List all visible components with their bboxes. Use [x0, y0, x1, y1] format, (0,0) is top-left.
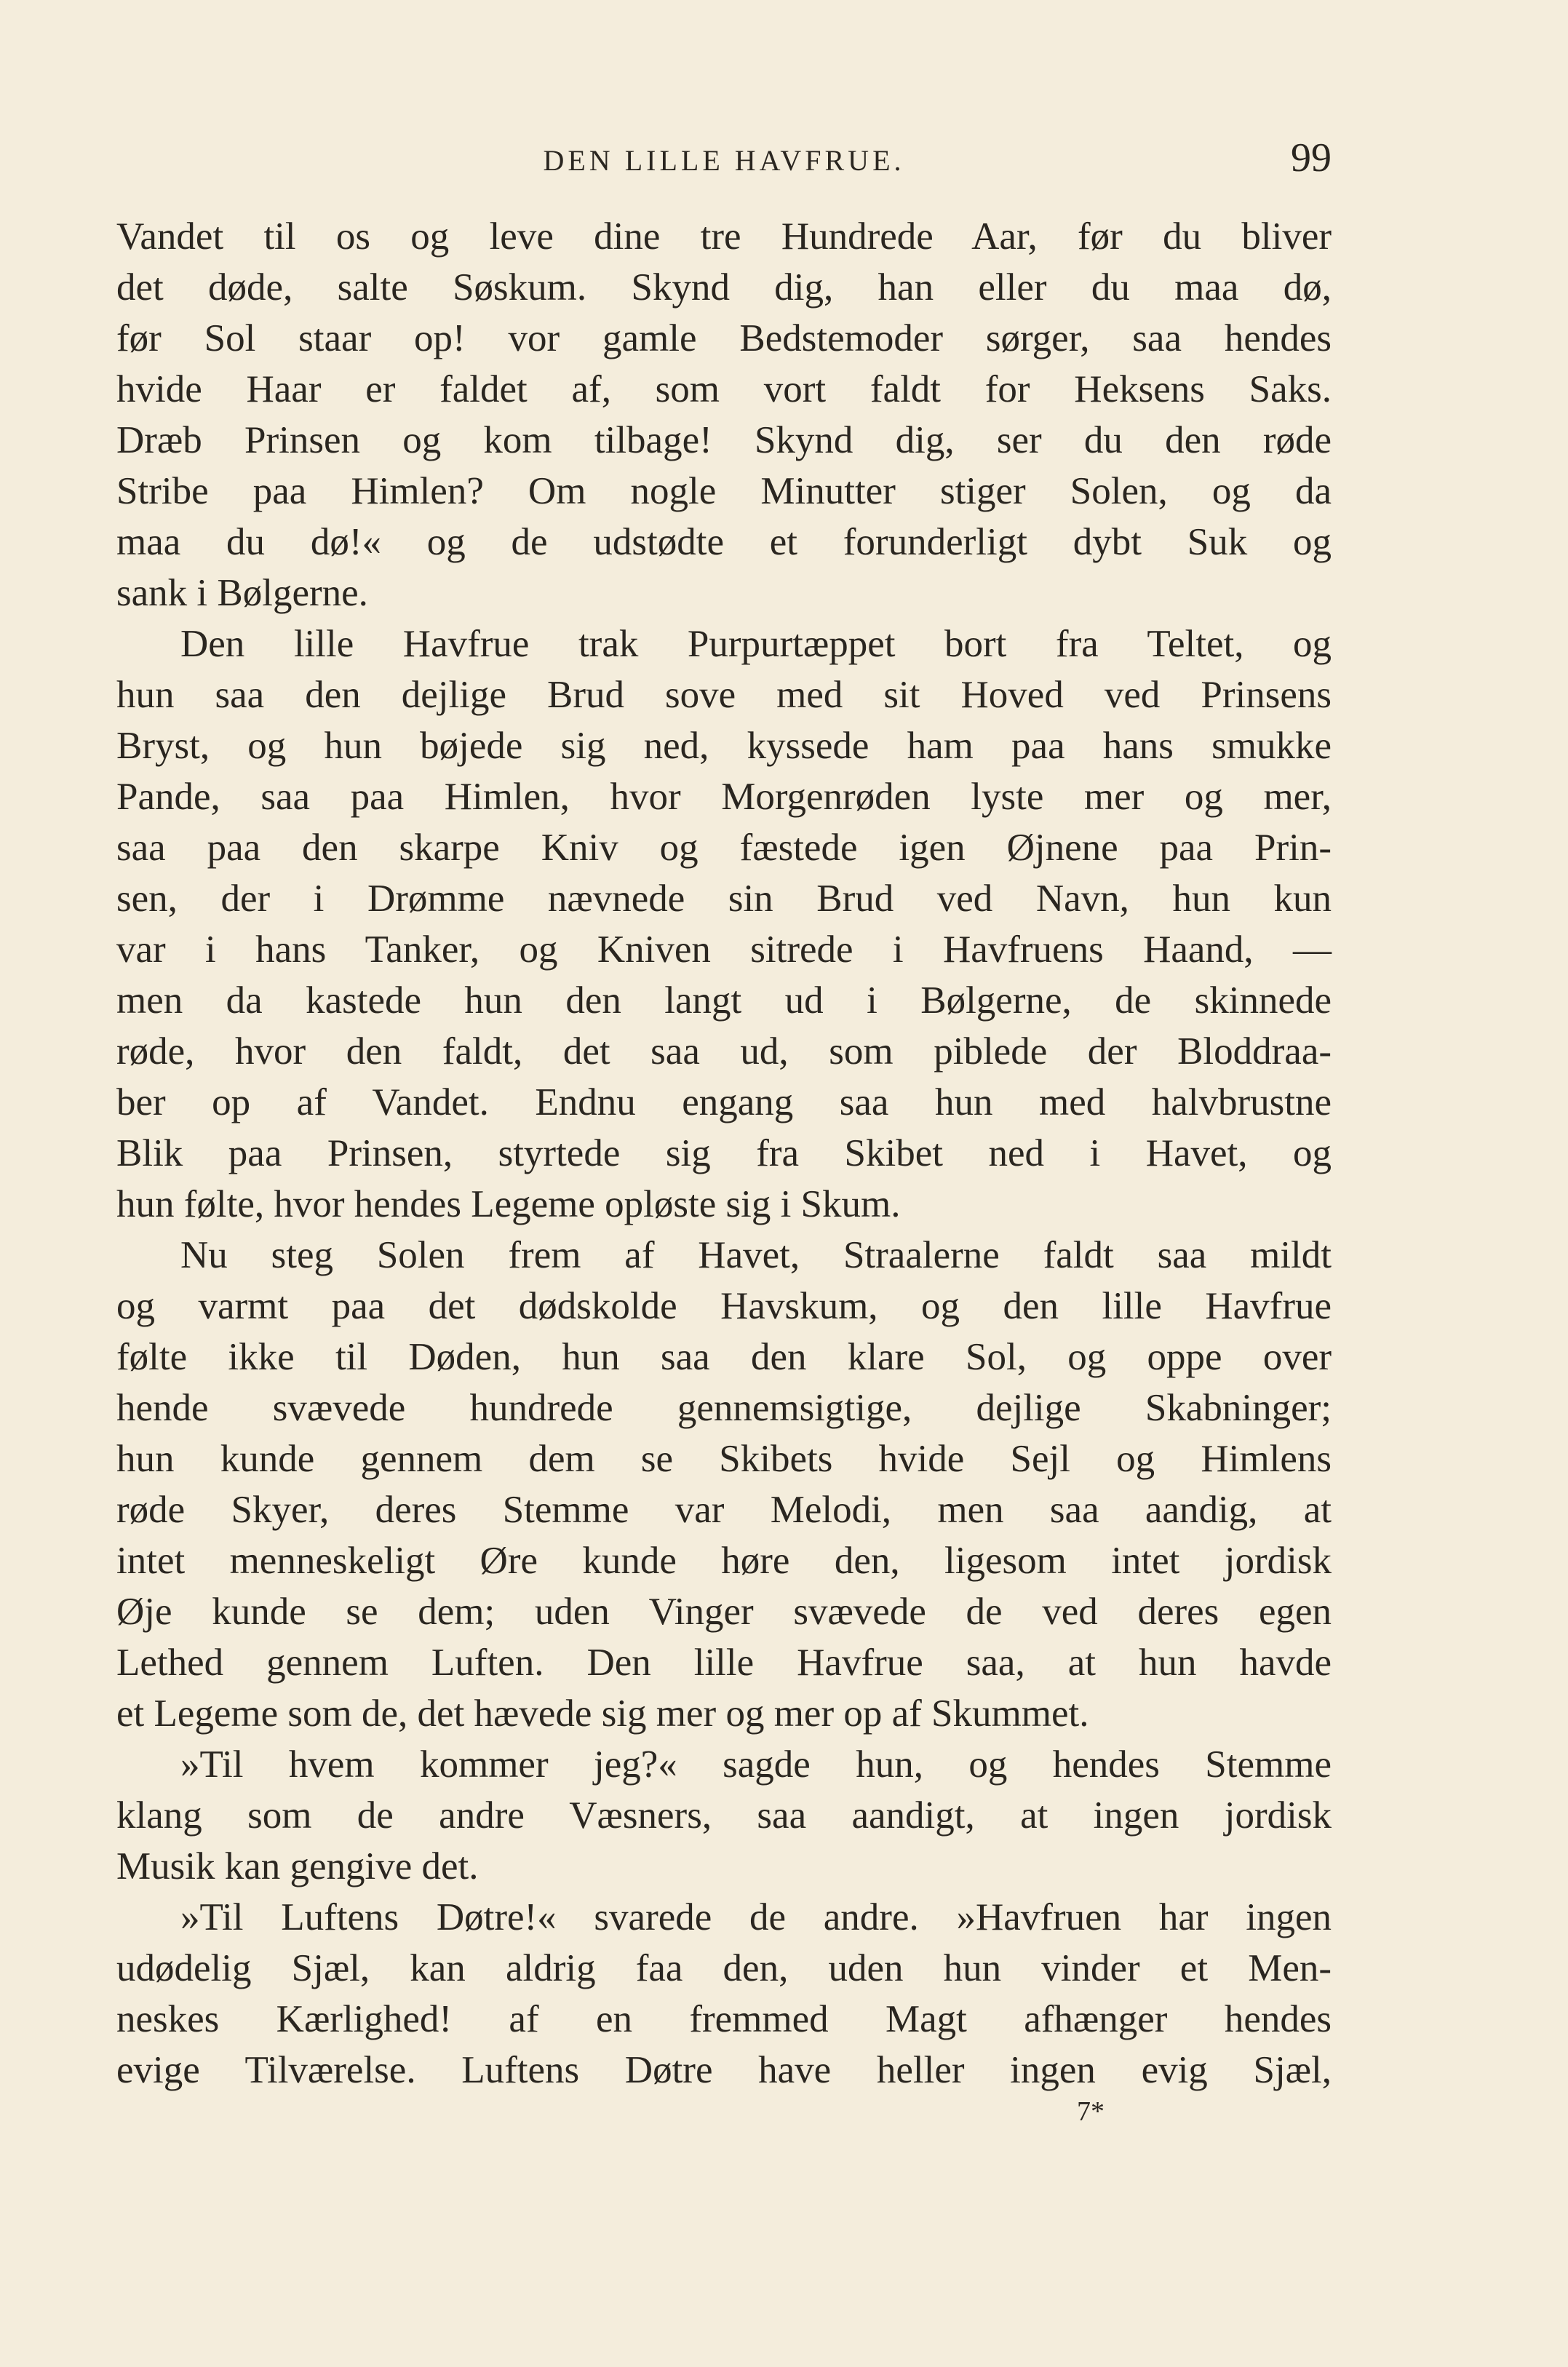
text-line: Dræb Prinsen og kom tilbage! Skynd dig, ser du den røde [116, 419, 1332, 461]
text-line: neskes Kærlighed! af en fremmed Magt afhænger hendes [116, 1998, 1332, 2040]
page-number: 99 [1291, 135, 1332, 180]
text-line: sank i Bølgerne. [116, 572, 368, 614]
text-line: før Sol staar op! vor gamle Bedstemoder sørger, saa hendes [116, 317, 1332, 359]
text-line: hun kunde gennem dem se Skibets hvide Sejl og Himlens [116, 1438, 1332, 1480]
text-line: Pande, saa paa Himlen, hvor Morgenrøden lyste mer og mer, [116, 776, 1332, 818]
text-line: sen, der i Drømme nævnede sin Brud ved Navn, hun kun [116, 878, 1332, 920]
signature-mark: 7* [1077, 2096, 1105, 2127]
text-line: Vandet til os og leve dine tre Hundrede Aar, før du bliver [116, 215, 1332, 258]
text-line: røde Skyer, deres Stemme var Melodi, men saa aandig, at [116, 1489, 1332, 1531]
text-line: var i hans Tanker, og Kniven sitrede i Havfruens Haand, — [116, 928, 1332, 971]
text-line: røde, hvor den faldt, det saa ud, som piblede der Bloddraa- [116, 1030, 1332, 1073]
text-line: hun saa den dejlige Brud sove med sit Hoved ved Prinsens [116, 674, 1332, 716]
body-text [116, 211, 1332, 2096]
text-line: Øje kunde se dem; uden Vinger svævede de ved deres egen [116, 1591, 1332, 1633]
text-line: hun følte, hvor hendes Legeme opløste sig i Skum. [116, 1183, 901, 1225]
text-line: Musik kan gengive det. [116, 1845, 479, 1887]
text-line: maa du dø!« og de udstødte et forunderligt dybt Suk og [116, 521, 1332, 563]
text-line: et Legeme som de, det hævede sig mer og mer op af Skummet. [116, 1692, 1089, 1735]
running-title: DEN LILLE HAVFRUE. [543, 144, 905, 177]
text-line: udødelig Sjæl, kan aldrig faa den, uden hun vinder et Men- [116, 1947, 1332, 1989]
text-line: saa paa den skarpe Kniv og fæstede igen Øjnene paa Prin- [116, 827, 1332, 869]
text-line: og varmt paa det dødskolde Havskum, og den lille Havfrue [116, 1285, 1332, 1327]
text-line: det døde, salte Søskum. Skynd dig, han eller du maa dø, [116, 266, 1332, 309]
text-line: klang som de andre Væsners, saa aandigt, at ingen jordisk [116, 1794, 1332, 1837]
text-line: evige Tilværelse. Luftens Døtre have heller ingen evig Sjæl, [116, 2049, 1332, 2091]
text-line: hende svævede hundrede gennemsigtige, dejlige Skabninger; [116, 1387, 1332, 1429]
text-line: Den lille Havfrue trak Purpurtæppet bort fra Teltet, og [180, 623, 1332, 665]
text-line: Blik paa Prinsen, styrtede sig fra Skibet ned i Havet, og [116, 1132, 1332, 1174]
text-line: Nu steg Solen frem af Havet, Straalerne faldt saa mildt [180, 1234, 1332, 1276]
text-line: intet menneskeligt Øre kunde høre den, ligesom intet jordisk [116, 1540, 1332, 1582]
running-head [116, 135, 1332, 186]
text-line: Lethed gennem Luften. Den lille Havfrue saa, at hun havde [116, 1642, 1332, 1684]
text-line: men da kastede hun den langt ud i Bølgerne, de skinnede [116, 979, 1332, 1022]
text-line: »Til Luftens Døtre!« svarede de andre. »Havfruen har ingen [180, 1896, 1332, 1938]
text-line: Stribe paa Himlen? Om nogle Minutter stiger Solen, og da [116, 470, 1332, 512]
text-line: ber op af Vandet. Endnu engang saa hun med halvbrustne [116, 1081, 1332, 1123]
text-line: følte ikke til Døden, hun saa den klare Sol, og oppe over [116, 1336, 1332, 1378]
text-line: »Til hvem kommer jeg?« sagde hun, og hendes Stemme [180, 1743, 1332, 1786]
text-line: hvide Haar er faldet af, som vort faldt for Heksens Saks. [116, 368, 1332, 410]
text-line: Bryst, og hun bøjede sig ned, kyssede ham paa hans smukke [116, 725, 1332, 767]
